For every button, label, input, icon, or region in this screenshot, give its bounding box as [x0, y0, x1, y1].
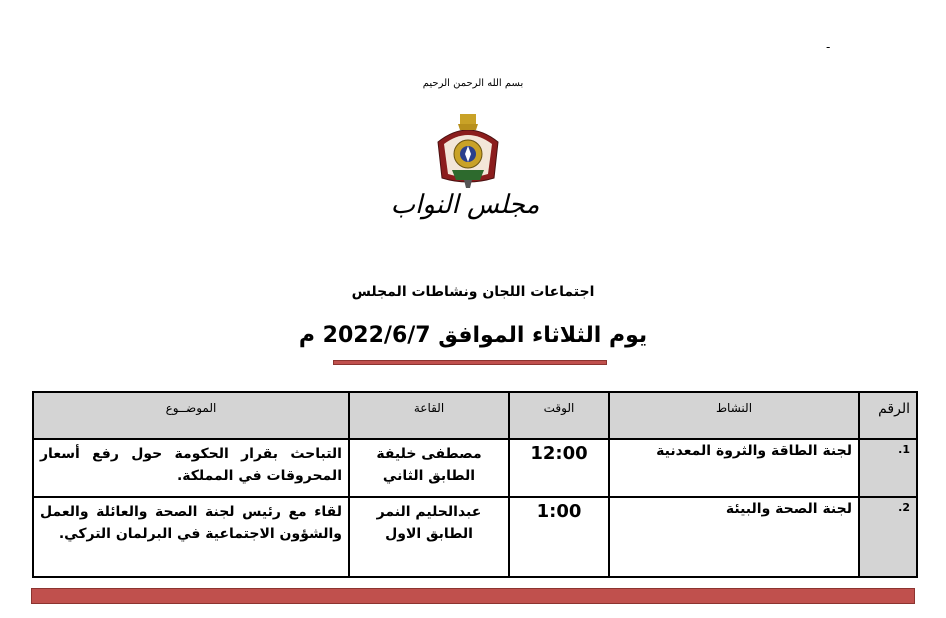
hall-name: عبدالحليم النمر — [376, 504, 482, 520]
header-time: الوقت — [509, 392, 609, 439]
jordan-coat-of-arms-icon — [430, 112, 506, 190]
document-title: اجتماعات اللجان ونشاطات المجلس — [351, 284, 595, 300]
hall-floor: الطابق الاول — [385, 526, 473, 543]
bottom-accent-bar — [31, 588, 915, 604]
header-number: الرقم — [859, 392, 917, 439]
row-number: 1. — [859, 439, 917, 497]
hall-floor: الطابق الثاني — [382, 468, 476, 485]
row-hall — [349, 497, 509, 577]
row-subject: لقاء مع رئيس لجنة الصحة والعائلة والعمل والشؤون الاجتماعية في البرلمان التركي. — [33, 497, 349, 577]
row-activity: لجنة الصحة والبيئة — [609, 497, 859, 577]
row-subject: التباحث بقرار الحكومة حول رفع أسعار المحروقات في المملكة. — [33, 439, 349, 497]
document-date: يوم الثلاثاء الموافق 2022/6/7 م — [298, 323, 648, 348]
header-hall: القاعة — [349, 392, 509, 439]
header-subject: الموضــوع — [33, 392, 349, 439]
schedule-table — [32, 391, 918, 578]
row-hall — [349, 439, 509, 497]
hall-name: مصطفى خليفة — [376, 446, 482, 462]
table-header-row — [33, 392, 917, 439]
row-activity: لجنة الطاقة والثروة المعدنية — [609, 439, 859, 497]
header-activity: النشاط — [609, 392, 859, 439]
row-time: 1:00 — [509, 497, 609, 577]
date-underline — [333, 360, 607, 365]
parliament-name: مجلس النواب — [390, 190, 540, 220]
row-time: 12:00 — [509, 439, 609, 497]
row-number: 2. — [859, 497, 917, 577]
table-row — [33, 439, 917, 497]
corner-mark: - — [826, 40, 831, 54]
table-row — [33, 497, 917, 577]
basmala: بسم الله الرحمن الرحيم — [422, 78, 524, 89]
